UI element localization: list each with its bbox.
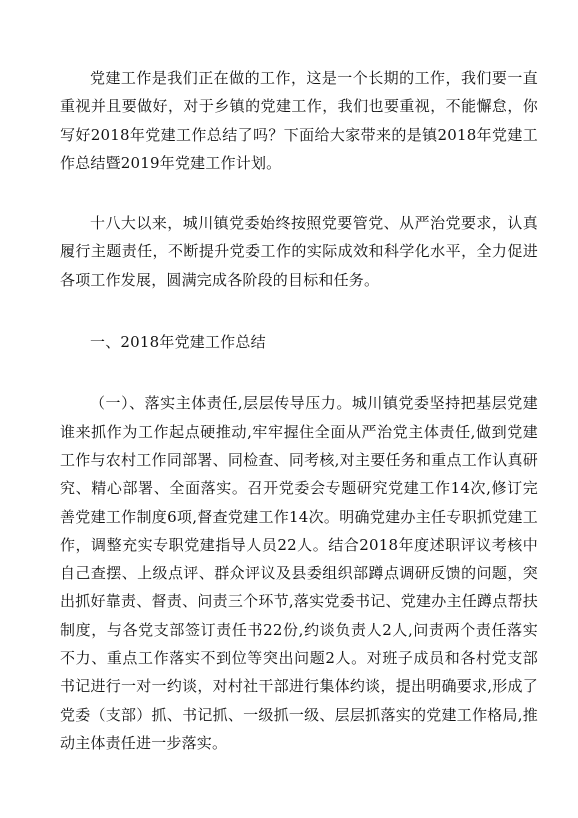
document-body xyxy=(60,64,538,757)
section-heading: 一、2018年党建工作总结 xyxy=(90,333,266,352)
section-one-paragraph: （一）、落实主体责任,层层传导压力。城川镇党委坚持把基层党建谁来抓作为工作起点硬推动,牢牢握住全面从严治党主体责任,做到党建工作与农村工作同部署、同检查、同考核,对主要任务和重点工作认真研究、精心部署、全面落实。召开党委会专题研究党建工作14次,修订完善党建工作制度6项,督查党建工作14次。明确党建办主任专职抓党建工作，调整充实专职党建指导人员22人。结合2018年度述职评议考核中自己查摆、上级点评、群众评议及县委组织部蹲点调研反馈的问题，突出抓好靠责、督责、问责三个环节,落实党委书记、党建办主任蹲点帮扶制度，与各党支部签订责任书22份,约谈负责人2人,问责两个责任落实不力、重点工作落实不到位等突出问题2人。对班子成员和各村党支部书记进行一对一约谈，对村社干部进行集体约谈，提出明确要求,形成了党委（支部）抓、书记抓、一级抓一级、层层抓落实的党建工作格局,推动主体责任进一步落实。 xyxy=(60,394,538,752)
overview-paragraph: 十八大以来，城川镇党委始终按照党要管党、从严治党要求，认真履行主题责任，不断提升党委工作的实际成效和科学化水平，全力促进各项工作发展，圆满完成各阶段的目标和任务。 xyxy=(60,214,538,289)
intro-paragraph: 党建工作是我们正在做的工作，这是一个长期的工作，我们要一直重视并且要做好，对于乡镇的党建工作，我们也要重视，不能懈怠，你写好2018年党建工作总结了吗？下面给大家带来的是镇2018年党建工作总结暨2019年党建工作计划。 xyxy=(60,69,538,172)
